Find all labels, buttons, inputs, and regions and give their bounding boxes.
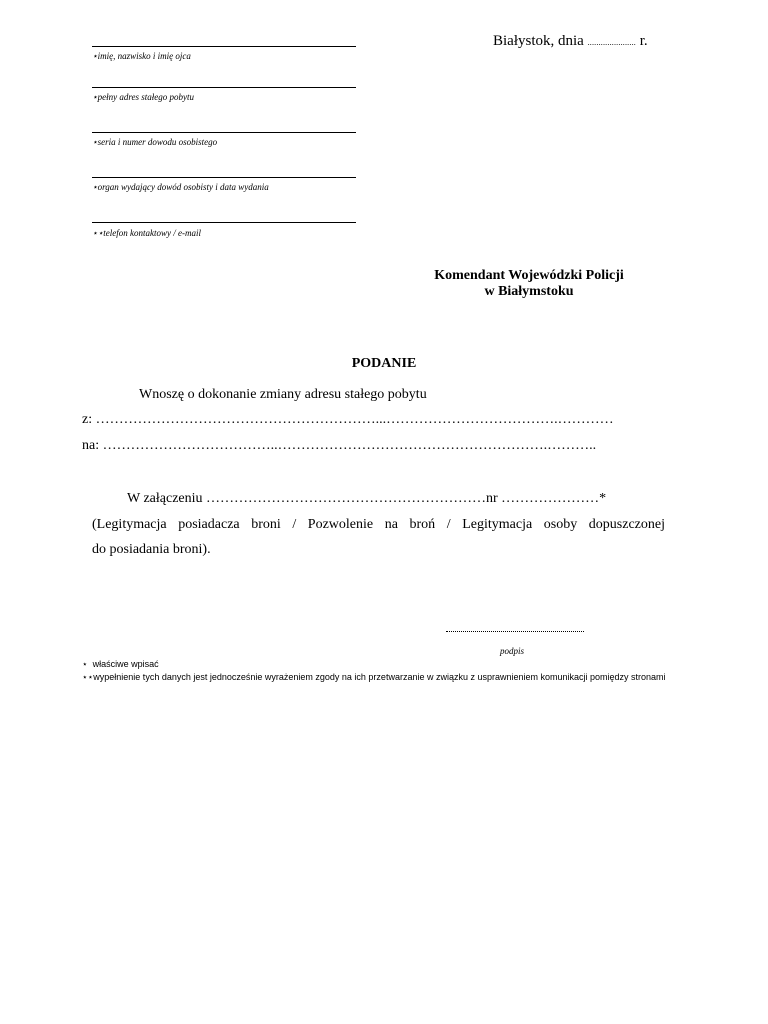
place-date-prefix: Białystok, dnia: [493, 33, 584, 49]
field-caption-text: pełny adres stałego pobytu: [97, 92, 195, 102]
field-marker: ⋆: [92, 92, 98, 102]
recipient-line1: Komendant Wojewódzki Policji: [434, 268, 624, 283]
signature-label: podpis: [499, 646, 524, 656]
document-types-line1: (Legitymacja posiadacza broni / Pozwolenie na broń / Legitymacja osoby dopuszczonej: [92, 517, 665, 532]
id-issuer-field-caption: [92, 182, 269, 193]
field-marker: ⋆: [92, 137, 98, 147]
field-caption-text: telefon kontaktowy / e-mail: [103, 228, 202, 238]
recipient-line2: w Białymstoku: [484, 284, 574, 299]
field-marker: ⋆: [92, 182, 98, 192]
contact-field-line[interactable]: [92, 222, 356, 223]
name-field-caption: [92, 51, 191, 62]
footnote-marker: ⋆⋆: [82, 672, 94, 682]
id-number-field-line[interactable]: [92, 132, 356, 133]
field-caption-text: seria i numer dowodu osobistego: [97, 137, 218, 147]
place-date: [493, 33, 648, 50]
contact-field-caption: [92, 228, 201, 239]
footnote-2: [82, 671, 684, 683]
recipient-block: [400, 268, 658, 300]
from-address-line[interactable]: z: ……………………………………………………...……………………………….…………: [82, 412, 614, 427]
intro-text: Wnoszę o dokonanie zmiany adresu stałego pobytu: [139, 387, 427, 402]
id-number-field-caption: [92, 137, 217, 148]
footnote-1: [82, 659, 684, 670]
footnote-text: właściwe wpisać: [92, 659, 159, 669]
address-field-caption: [92, 92, 194, 103]
footnote-marker: ⋆: [82, 659, 88, 669]
document-title: PODANIE: [351, 356, 417, 371]
signature-line[interactable]: [446, 631, 584, 632]
date-suffix: r.: [639, 33, 648, 49]
footnote-text: wypełnienie tych danych jest jednocześnie wyrażeniem zgody na ich przetwarzanie w związku z usprawnieniem komunikacji pomiędzy stronami: [93, 672, 666, 682]
field-caption-text: imię, nazwisko i imię ojca: [97, 51, 191, 61]
to-address-line[interactable]: na: ………………………………..………………………………………………….………..: [82, 438, 597, 453]
address-field-line[interactable]: [92, 87, 356, 88]
field-marker: ⋆⋆: [92, 228, 104, 238]
document-types-line2: do posiadania broni).: [92, 542, 211, 557]
id-issuer-field-line[interactable]: [92, 177, 356, 178]
field-caption-text: organ wydający dowód osobisty i data wydania: [97, 182, 269, 192]
name-field-line[interactable]: [92, 46, 356, 47]
attachment-line[interactable]: W załączeniu ……………………………………………………nr …………………*: [127, 491, 607, 506]
date-blank[interactable]: ......................: [587, 38, 636, 47]
field-marker: ⋆: [92, 51, 98, 61]
